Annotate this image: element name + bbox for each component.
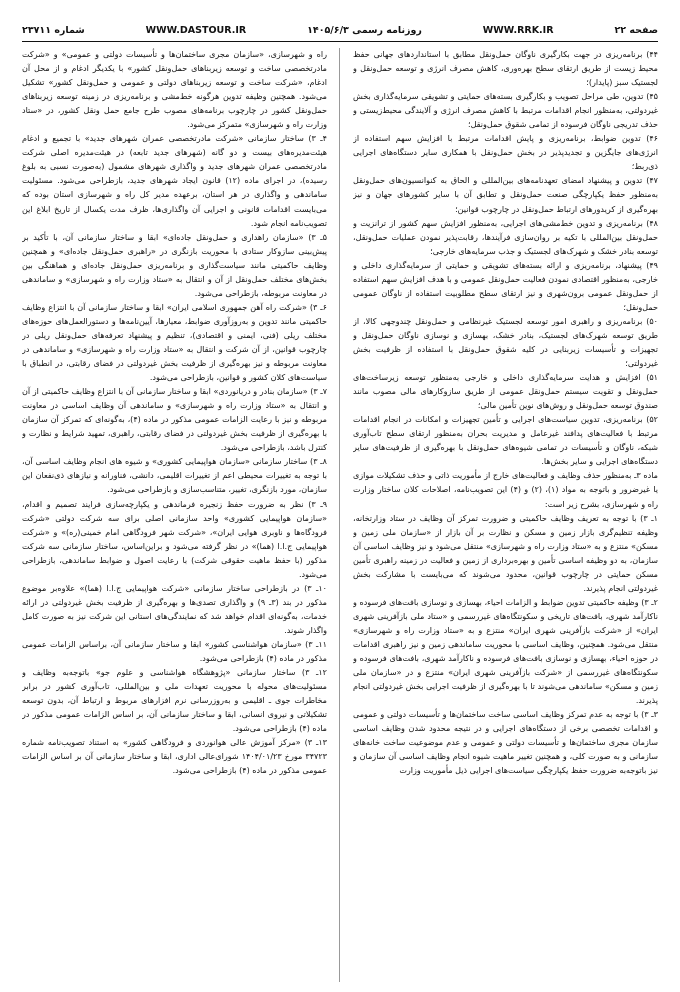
website-right[interactable]: WWW.RRK.IR [482,24,554,36]
paragraph: ۴۸) برنامه‌ریزی و تدوین خط‌مشی‌های اجرایی، به‌منظور افزایش سهم کشور از ترانزیت و حمل‌ونقل بین‌المللی با تکیه بر روان‌سازی فرآیندها، رقابت‌پذیر نمودن عملیات حمل‌ونقل، توسعه بنادر خشک و شهرک‌های لجستیک و جذب سرمایه‌های خارجی؛ [353,218,658,256]
right-column [353,48,658,984]
paragraph: ۱ـ ۳) با توجه به تعریف وظایف حاکمیتی و ضرورت تمرکز آن وظایف در ستاد وزارتخانه، وظیفه تنظیم‌گری بازار زمین و مسکن و نظارت بر آن بازار از «سازمان ملی زمین و مسکن» منتزع و به «ستاد وزارت راه و شهرسازی» منتقل می‌شود و نیز وظایف اساسی آن سازمان، به‌ دو وظیفه اساسی تأمین و بهره‌برداری از زمین و فعالیت در زمینه راهبری تأمین مسکن حمایتی در چارچوب قوانین، محدود می‌شوند که می‌بایست با مشارکت بخش غیردولتی انجام پذیرند. [353,513,658,593]
paragraph: ۳ـ ۳) با توجه به عدم تمرکز وظایف اساسی ساخت ساختمان‌ها و تأسیسات دولتی و عمومی و اقدامات تخصصی برخی از دستگاه‌های اجرایی و در نتیجه محدود شدن وظایف اساسی سازمان مجری ساختمان‌ها و تأسیسات دولتی و عمومی و عدم موضوعیت ساخت خانه‌های سازمانی و به صورت کلی، و همچنین تغییر ماهیت شیوه انجام وظایف اساسی آن سازمان و نیز باتوجه‌به ضرورت حفظ یکپارچگی سیاست‌های اجرایی ذیل مأموریت وزارت [353,710,658,776]
paragraph: ۵۱) افزایش و هدایت سرمایه‌گذاری داخلی و خارجی به‌منظور توسعه زیرساخت‌های حمل‌ونقل و تقویت سیستم حمل‌ونقل عمومی از طریق سازوکارهای مالی مصوب مانند صندوق توسعه حمل‌ونقل و روش‌های نوین تأمین مالی؛ [353,373,658,411]
paragraph: ۷ـ ۳) «سازمان بنادر و دریانوردی» ابقا و ساختار سازمانی آن با انتزاع وظایف حاکمیتی از آن و انتقال به «ستاد وزارت راه و شهرسازی» و ساماندهی آن وظایف اساسی در معاونت مربوطه و نیز با رعایت الزامات عمومی مذکور در ماده (۴)، به‌گونه‌ای که تمرکز آن سازمان با بهره‌گیری از ظرفیت بخش غیردولتی در فضای رقابتی، راهبری، تمهید شرایط و نظارت و کنترل باشد، بازطراحی می‌شود. [22,387,327,453]
paragraph: ۹ـ ۳) نظر به ضرورت حفظ زنجیره فرماندهی و یکپارچه‌سازی فرایند تصمیم و اقدام، «سازمان هواپیمایی کشوری» واحد سازمانی اصلی برای سه شرکت دولتی «شرکت فرودگاه‌ها و ناوبری هوایی ایران»، «شرکت شهر فرودگاهی امام خمینی(ره)» و «شرکت هواپیمایی ج.ا.ا (هما)» در نظر گرفته می‌شود و براین‌اساس، ساختار سازمانی سه شرکت مذکور (با حفظ ماهیت حقوقی شرکت) با رعایت اصول و ضوابط ساماندهی، بازطراحی می‌شود. [22,499,327,579]
paragraph: ۴ـ ۳) ساختار سازمانی «شرکت مادرتخصصی عمران شهرهای جدید» با تجمیع و ادغام هیئت‌مدیره‌های بیست و دو گانه (شهرهای جدید تابعه) در هیئت‌مدیره اصلی شرکت مادرتخصصی عمران شهرهای جدید و واگذاری شهرهای مشمول (به‌صورت نسبی به بلوغ رسیده)، در اجرای ماده (۱۲) قانون ایجاد شهرهای جدید، بازطراحی می‌شود. مسئولیت ساماندهی و واگذاری در هر استان، برعهده مدیر کل راه و شهرسازی استان بوده که می‌بایست اقدامات قانونی و اجرایی آن واگذاری‌ها، ظرف مدت یکسال از تاریخ ابلاغ این تصویب‌نامه انجام شود. [22,134,327,228]
website-left[interactable]: WWW.DASTOUR.IR [145,24,247,36]
issue-number: شماره ۲۳۷۱۱ [22,24,85,36]
paragraph: ۶ـ ۳) «شرکت راه آهن جمهوری اسلامی ایران» ابقا و ساختار سازمانی آن با انتزاع وظایف حاکمیتی مانند تدوین و به‌روزآوری ضوابط، معیارها، آیین‌نامه‌ها و دستورالعمل‌های حوزه‌های مختلف ریلی (فنی، ایمنی و اقتصادی)، تنظیم و پیشنهاد تعرفه‌های حمل‌ونقل ریلی در چارچوب قوانین، از آن شرکت و انتقال به «ستاد وزارت راه و شهرسازی» و ساماندهی در معاونت مربوطه و نیز بهره‌گیری از ظرفیت بخش غیردولتی در فضای رقابتی، در انطباق با سیاست‌های کلان کشور و قوانین، بازطراحی می‌شود. [22,302,327,383]
paragraph: ۱۰ـ ۳) در بازطراحی ساختار سازمانی «شرکت هواپیمایی ج.ا.ا (هما)» علاوه‌بر موضوع مذکور در بند (۳ـ ۹) و واگذاری تصدی‌ها و بهره‌گیری از ظرفیت بخش غیردولتی در ارائه خدمات، به‌گونه‌ای اقدام خواهد شد که نمایندگی‌های استانی این شرکت نیز به صورت کامل واگذار شوند. [22,583,327,635]
paragraph: ۸ـ ۳) ساختار سازمانی «سازمان هواپیمایی کشوری» و شیوه های انجام وظایف اساسی آن، با توجه به تغییرات محیطی اعم از تغییرات اقلیمی، دانشی، فناورانه و نیازهای ذی‌نفعان این سازمان، مورد بازنگری، تغییر، متناسب‌سازی و بازطراحی می‌شود. [22,457,327,495]
paragraph: ۱۱ـ ۳) «سازمان هواشناسی کشور» ابقا و ساختار سازمانی آن، براساس الزامات عمومی مذکور در ماده (۴) بازطراحی می‌شود. [22,639,327,664]
paragraph: ۴۹) پیشنهاد، برنامه‌ریزی و ارائه بسته‌های تشویقی و حمایتی از سرمایه‌گذاری داخلی و خارجی، به‌منظور اقتصادی نمودن فعالیت حمل‌ونقل عمومی و با هدف افزایش سهم استفاده از حمل‌ونقل عمومی برون‌شهری و نیز ارتقای سطح مطلوبیت استفاده از ناوگان عمومی حمل‌ونقل؛ [353,260,658,312]
paragraph: ۵ـ ۳) «سازمان راهداری و حمل‌ونقل جاده‌ای» ابقا و ساختار سازمانی آن، با تأکید بر پیش‌بینی سازوکار ستادی با محوریت بازنگری در «راهبری حمل‌ونقل جاده‌ای» و همچنین وظایف حاکمیتی مانند سیاست‌گذاری و برنامه‌ریزی حمل‌ونقل جاده‌ای و هماهنگی بین بخش‌های مختلف حمل‌ونقل از آن و انتقال به «ستاد وزارت راه و شهرسازی» و ساماندهی در معاونت مربوطه، بازطراحی می‌شود. [22,232,327,298]
paragraph: راه و شهرسازی، «سازمان مجری ساختمان‌ها و تأسیسات دولتی و عمومی» و «شرکت مادرتخصصی ساخت و توسعه زیربناهای حمل‌ونقل کشور» با یکدیگر ادغام و از محل آن ادغام، «شرکت ساخت و توسعه زیربناهای دولتی و عمومی و حمل‌ونقل کشور» تشکیل می‌شود. همچنین وظیفه تدوین هرگونه خط‌مشی و برنامه‌ریزی در زمینه توسعه زیربناهای حمل‌ونقل کشور در چارچوب برنامه‌های مصوب طرح جامع حمل ونقل کشور، در «ستاد وزارت راه و شهرسازی» متمرکز می‌شود. [22,50,327,130]
page-number: صفحه ۲۲ [614,24,658,36]
paragraph: ۴۴) برنامه‌ریزی در جهت بکارگیری ناوگان حمل‌ونقل مطابق با استانداردهای جهانی حفظ محیط زیست از طریق ارتقای سطح بهره‌وری، کاهش مصرف انرژی و توسعه حمل‌ونقل و لجستیک سبز (پایدار)؛ [353,50,658,88]
article-heading: ماده ۳ـ به‌منظور حذف وظایف و فعالیت‌های خارج از مأموریت ذاتی و حذف تشکیلات موازی یا غیرضرور و باتوجه به مواد (۱)، (۲) و (۴) این تصویب‌نامه، اصلاحات کلان ساختار وزارت راه و شهرسازی، بشرح زیر است: [353,471,658,509]
paragraph: ۴۷) تدوین و پیشنهاد امضای تعهدنامه‌های بین‌المللی و الحاق به کنوانسیون‌های حمل‌ونقل به‌منظور حفظ یکپارچگی صنعت حمل‌ونقل و تطابق آن با سایر کشورهای جهان و نیز بهره‌گیری از کریدورهای ارتباط حمل‌ونقل در چارچوب قوانین؛ [353,176,658,214]
paragraph: ۲ـ ۳) وظیفه حاکمیتی تدوین ضوابط و الزامات احیاء، بهسازی و نوسازی بافت‌های فرسوده و ناکارآمد شهری، بافت‌های تاریخی و سکونتگاه‌های غیررسمی و «ستاد ملی بازآفرینی شهری ایران» از «شرکت بازآفرینی شهری ایران» منتزع و به «ستاد وزارت راه و شهرسازی» منتقل می‌شود. همچنین، وظایف اساسی با محوریت ساماندهی زمین و نیز راهبری اقدامات در حوزه احیاء، بهسازی و نوسازی بافت‌های فرسوده و ناکارآمد شهری، بافت‌های فرسوده و سکونتگاه‌های غیررسمی از «شرکت بازآفرینی شهری ایران» منتزع و در «سازمان ملی زمین و مسکن» ساماندهی می‌شوند تا با بهره‌گیری از ظرفیت اجرایی بخش غیردولتی انجام پذیرند. [353,597,658,706]
body-columns [22,48,658,984]
gazette-date: روزنامه رسمی ۱۴۰۵/۶/۳ [307,24,422,36]
page-header [22,22,658,38]
paragraph: ۵۲) برنامه‌ریزی، تدوین سیاست‌های اجرایی و تأمین تجهیزات و امکانات در انجام اقدامات مرتبط با فعالیت‌های پدافند غیرعامل و مدیریت بحران به‌منظور ارتقای سطح تاب‌آوری شبکه، ناوگان و تأسیسات در تمامی شیوه‌های حمل‌ونقل با بهره‌گیری از ظرفیت‌های سایر دستگاه‌های اجرایی و سایر بخش‌ها. [353,415,658,467]
header-rule [22,41,658,42]
left-column [22,48,327,984]
paragraph: ۴۶) تدوین ضوابط، برنامه‌ریزی و پایش اقدامات مرتبط با افزایش سهم استفاده از انرژی‌های جایگزین و تجدیدپذیر در بخش حمل‌ونقل با همکاری سایر دستگاه‌های اجرایی ذی‌ربط؛ [353,134,658,172]
paragraph: ۴۵) تدوین، طی مراحل تصویب و بکارگیری بسته‌های حمایتی و تشویقی سرمایه‌گذاری بخش غیردولتی، به‌منظور انجام اقدامات مرتبط با کاهش مصرف انرژی و آلایندگی محیط‌زیستی و حذف تدریجی ناوگان فرسوده از تمامی شقوق حمل‌ونقل؛ [353,92,658,130]
paragraph: ۱۳ـ ۳) «مرکز آموزش عالی هوانوردی و فرودگاهی کشور» به استناد تصویب‌نامه شماره ۳۴۷۲۳ مورخ ۱۴۰۴/۰۱/۲۳ شورای‌عالی اداری، ابقا و ساختار سازمانی آن بر اساس الزامات عمومی مذکور در ماده (۴) بازطراحی می‌شود. [22,738,327,776]
paragraph: ۱۲ـ ۳) ساختار سازمانی «پژوهشگاه هواشناسی و علوم جو» باتوجه‌به وظایف و مسئولیت‌های محوله با محوریت تعهدات ملی و بین‌المللی، تاب‌آوری کشور در برابر مخاطرات جوی ـ اقلیمی و به‌روزرسانی نرم افزارهای مربوط و ارتباط آن، بدون توسعه تشکیلاتی و نیروی انسانی، ابقا و ساختار سازمانی آن، بر اساس الزامات عمومی مذکور در ماده (۴) بازطراحی می‌شود. [22,668,327,734]
paragraph: ۵۰) برنامه‌ریزی و راهبری امور توسعه لجستیک غیرنظامی و حمل‌ونقل چندوجهی کالا، از طریق توسعه شهرک‌های لجستیک، بنادر خشک، بهسازی و نوسازی ناوگان حمل‌ونقل و تجهیزات و تأسیسات زیربنایی در کلیه شقوق حمل‌ونقل با استفاده از ظرفیت بخش غیردولتی؛ [353,316,658,369]
